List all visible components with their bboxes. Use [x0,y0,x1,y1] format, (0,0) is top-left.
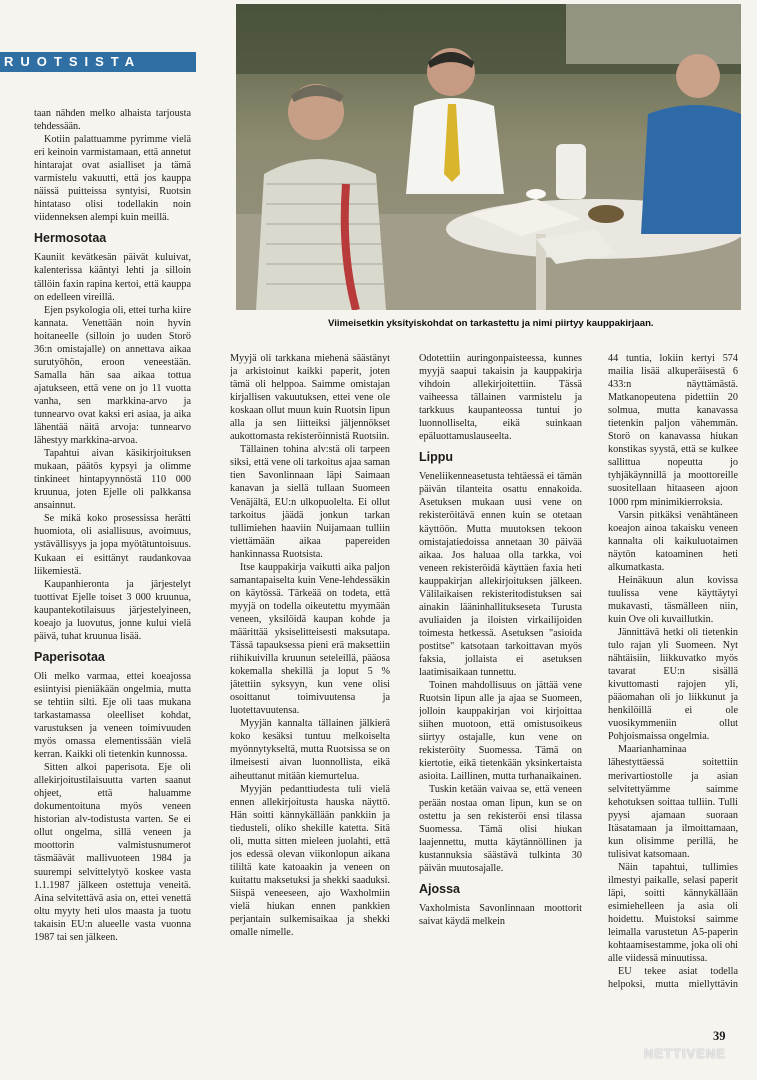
paragraph: Myyjä oli tarkkana miehenä säästänyt ja arkistoinut kaikki paperit, joten tämä oli helppoa. Saimme omistajan kirjallisen vakuutuksen, ettei vene ole koskaan ollut muun kuin Ruotsin lipun alla ja sen liitteiksi jäljennökset aukottomasta rekisteröinnistä Ruotsiin. [230,353,390,443]
paragraph: Kaupanhieronta ja järjestelyt tuottivat Ejelle toiset 3 000 kruunua, kaupantekotilaisuus järjestelyineen, koeajo ja luovutus, jonne kului vielä päivä, tuhat kruunua lisää. [34,578,191,642]
paragraph: Tuskin ketään vaivaa se, että veneen perään nostaa oman lipun, kun se on ostettu ja sen rekisteröi ensi tilassa Suomessa. Tämä olisi hiukan laajennettu, mutta käytännöllinen ja kustannuksia säästävä tulkinta 30 päivän muutosajalle. [419,784,582,874]
paragraph: Jännittävä hetki oli tietenkin tulo rajan yli Suomeen. Nyt nähtäisiin, liikkuvatko myös tavarat EU:n sisällä kivuttomasti rajojen yli, pääomahan oli jo liikkunut ja henkilöillä ei ole vuosikymmeniin ollut Pohjoismaissa ongelmia. [608,626,738,743]
paragraph: Vaxholmista Savonlinnaan moottorit saivat käydä melkein [419,902,582,927]
subheading-paperisotaa: Paperisotaa [34,649,105,664]
paragraph: Varsin pitkäksi venähtäneen koeajon ainoa takaisku veneen kannalta oli kaikuluotaimen näytön katoaminen heti alkumatkasta. [608,509,738,573]
paragraph: Tällainen tohina alv:stä oli tarpeen siksi, että vene oli tarkoitus ajaa saman tien Savonlinnaan läpi Saimaan kanavan ja siellä tullaan Suomeen Venäjältä, EU:n ulkopuolelta. Ei ollut tarkoitus jäädä jonkun tarkan tullimiehen haaviin Nuijamaan tulliin viettämään aikaa papereiden hankinnassa Ruotsista. [230,444,390,560]
article-column-4 [608,352,738,992]
watermark: NETTIVENE [644,1046,726,1061]
paragraph: Sitten alkoi paperisota. Eje oli allekirjoitustilaisuutta varten saanut ohjeet, että haluamme dokumentoituna myös veneen historian alv-todistusta varten. Se ei ollut ongelma, sillä veneen ja moottorin valmistusnumerot täsmäävät mallivuoteen 1984 ja suurempi selvittelytyö koskee vasta 1.1.1987 jälkeen ostettuja veneitä. Aina selvitettävä asia on, ettei venettä oltu myyty heti ulos maasta ja tuotu takaisin EU:n alueelle vasta vuonna 1987 tai sen jälkeen. [34,762,191,943]
paragraph: Kotiin palattuamme pyrimme vielä eri keinoin varmistamaan, että annetut hintarajat ovat asialliset ja tämä varmistelu vakuutti, että jos kauppa näissä puitteissa syntyisi, Ruotsin hintataso olisi todellakin noin viidenneksen alempi kuin meillä. [34,134,191,224]
paragraph: Myyjän kannalta tällainen jälkierä koko kesäksi tuntuu melkoiselta myönnytykseltä, mutta Ruotsissa se on ilmeisesti aivan luonnollista, eikä aiheuttanut mitään kiemurtelua. [230,718,390,782]
paragraph: Tapahtui aivan käsikirjoituksen mukaan, päätös kypsyi ja olimme tinkineet hintapyynnöstä 110 000 kruunua, joten Ejelle oli palkkansa ansainnut. [34,448,191,512]
section-banner: RUOTSISTA [0,52,196,72]
paragraph: Myyjän pedanttiudesta tuli vielä ennen allekirjoitusta hauska näyttö. Hän soitti kännykällään pankkiin ja tiedusteli, oliko shekille katetta. Sitä oli, mutta sitten mieleen juolahti, että jos edessä olevan viikonlopun aikana tililtä kate katoaakin ja veneen on kuitattu maksetuksi ja shekki saaduksi. Siispä veneeseen, ajo Waxholmiin vielä hiukan ennen pankkien perjantain sulkemisaikaa ja shekki omalle nimelle. [230,783,390,939]
article-column-3 [419,352,582,992]
paragraph: Maarianhaminaa lähestyttäessä soitettiin merivartiostolle ja asian selvitettyämme saimme kehotuksen soittaa tulliin. Tulli pyysi ajamaan suoraan Itäsatamaan ja ilmoittamaan, kun olisimme perillä, he tulisivat katsomaan. [608,744,738,860]
photo-caption: Viimeisetkin yksityiskohdat on tarkastettu ja nimi piirtyy kauppakirjaan. [328,318,654,329]
paragraph: Ejen psykologia oli, ettei turha kiire kannata. Venettään noin hyvin hoitaneelle (silloin jo uuden Storö 36:n omistajalle) on annettava aikaa surutyöhön, eroon veneestään. Samalla hän saa aikaa tottua ajatukseen, että vene on jo 11 vuotta vanha, sen markkina-arvo ja tunnearvo ovat kaksi eri asiaa, ja aika lähentää näitä arvoja: tunnearvo lähestyy markkina-arvoa. [34,304,191,447]
paragraph: Oli melko varmaa, ettei koeajossa esiintyisi pieniäkään ongelmia, mutta se tehtiin silti. Eje oli taas mukana tarkastamassa oleelliset kohdat, varustuksen ja veneen toimivuuden myös omassa elementissään vielä kerran. Kaikki oli tietenkin kunnossa. [34,670,191,761]
paragraph-text: EU tekee asiat todella helpoksi, mutta miellyttävin [608,966,738,991]
paragraph: Näin tapahtui, tullimies ilmestyi paikalle, selasi paperit läpi, soitti kännykällään esimiehelleen ja asia oli hoidettu. Muistoksi saimme leimalla varustetun A5-paperin kohtaamisestamme, joka oli ohi alle viidessä minuutissa. [608,861,738,965]
subheading-ajossa: Ajossa [419,881,460,896]
subheading-hermosotaa: Hermosotaa [34,231,107,246]
paragraph: Heinäkuun alun kovissa tuulissa vene käyttäytyi mukavasti, täsmälleen niin, kuin Ove oli kuvaillutkin. [608,574,738,625]
paragraph: taan nähden melko alhaista tarjousta tehdessään. [34,108,191,133]
article-column-1 [34,107,191,992]
paragraph: Se mikä koko prosessissa herätti huomiota, oli asiallisuus, avoimuus, ystävällisyys ja jopa myötätuntoisuus. Kukaan ei esittänyt raudankovaa liikemiestä. [34,513,191,577]
subheading-lippu: Lippu [419,450,454,465]
paragraph: Toinen mahdollisuus on jättää vene Ruotsin lipun alle ja ajaa se Suomeen, jolloin kauppakirjan voi kirjoittaa siihen muotoon, että omistusoikeus siirtyy ostajalle, kun vene on rekisteröity Suomessa. Tämä on kiertotie, eikä tietenkään yksinkertaista asioita. Laillinen, mutta turhanaikainen. [419,680,582,783]
article-photo [236,4,741,310]
paragraph: Kauniit kevätkesän päivät kuluivat, kalenterissa kääntyi lehti ja silloin tällöin faxin rapina kertoi, että kauppa on edelleen vireillä. [34,252,191,303]
paragraph: Itse kauppakirja vaikutti aika paljon samantapaiselta kuin Vene-lehdessäkin on käytössä. Tärkeää on todeta, että myyjä on todella oikeutettu myymään veneen, yksilöidä kaupan kohde ja määrittää yksiselitteisesti maksutapa. Tässä tapauksessa pieni erä maksettiin riihikuivilla kruunun seteleillä, pääosa kokemalla shekillä ja loput 5 % jätettiin syksyyn, kun vene olisi osoittanut toimivuutensa ja luotettavuutensa. [230,561,390,717]
paragraph-last [608,965,738,992]
paragraph: Veneliikenneasetusta tehtäessä ei tämän päivän tilanteita osattu ennakoida. Asetuksen mukaan uusi vene on rekisteröitävä ennen kuin se otetaan käyttöön. Mutta muutoksen tekoon omistajatiedoissa annetaan 30 päivää aikaa. Jos haluaa olla tarkka, voi veneen rekisteröidä käyttäen faxia heti kauppakirjan allekirjoituksen jälkeen. Välilaikaisen rekisteritodistuksen sai ainakin lääninhallitukseseta Turusta avuliaiden ja iloisten virkailijoiden toimesta hetkessä. Asetuksen "asioida postitse" katsotaan tarkoittavan myös faksia, jollaista ei asetuksen laatimisaikaan tunnettu. [419,471,582,679]
paragraph: 44 tuntia, lokiin kertyi 574 mailia lisää alkuperäisestä 6 433:n näyttämästä. Matkanopeutena pidettiin 20 solmua, mutta kanavassa tietenkin paljon vähemmän. Storö on kanavassa hiukan konstikas syystä, että se kulkee sallittua nopeutta jo tyhjäkäynnillä ja moottoreille suositellaan hitaaseen ajoon 1000 rpm minimikierroksia. [608,353,738,508]
article-column-2 [230,352,390,992]
paragraph: Odotettiin auringonpaisteessa, kunnes myyjä saapui takaisin ja kauppakirja vihdoin allekirjoitettiin. Tässä vaiheessa tällainen varmistelu ja tarkkuus kaupanteossa tuntui jo luonnolliselta, eikä suinkaan epäluottamuslauseelta. [419,353,582,443]
page-number: 39 [713,1029,726,1043]
